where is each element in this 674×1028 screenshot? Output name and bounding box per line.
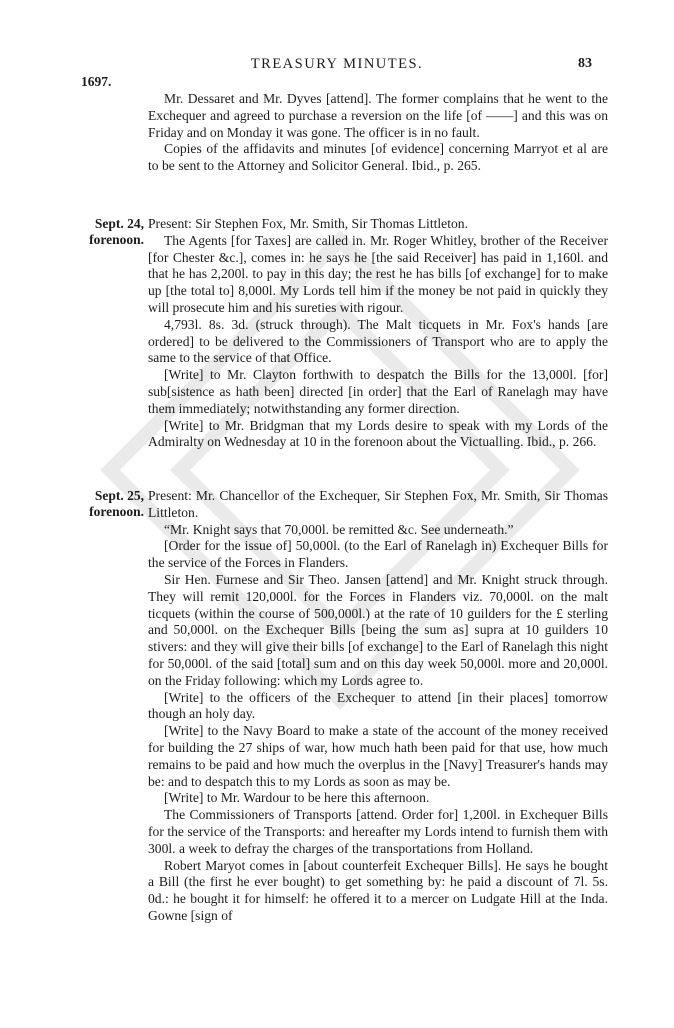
page-number: 83 [578,56,592,71]
date-margin [60,488,144,520]
date-label: Sept. 25, [94,488,144,503]
date-label: Sept. 24, [94,216,144,231]
running-title: TREASURY MINUTES. [250,56,424,72]
paragraph: Mr. Dessaret and Mr. Dyves [attend]. The former complains that he went to the Exchequer and agreed to purchase a reversion on the life [of ——] and this was on Friday and on Monday it was gone. The officer is in no fault. [148,91,608,140]
page-header [0,54,674,89]
paragraph: Sir Hen. Furnese and Sir Theo. Jansen [attend] and Mr. Knight struck through. They will remit 120,000l. for the Forces in Flanders viz. 70,000l. on the malt ticquets (within the course of 500,000l.) at the rate of 10 guilders for the £ sterling and 50,000l. on the Exchequer Bills [being the sum as] supra at 10 guilders 10 stivers: and they will give their bills [of exchange] to the Earl of Ranelagh this night for 50,000l. of the said [total] sum and on this day week 50,000l. more and 20,000l. on the Friday following: which my Lords agree to. [148,571,608,688]
paragraph: Robert Maryot comes in [about counterfeit Exchequer Bills]. He says he bought a Bill (the first he ever bought) to get something by: he paid a discount of 7l. 5s. 0d.: he bought it for himself: he offered it to a mercer on Ludgate Hill at the Inda. Gowne [sign of [148,857,608,923]
year-marker: 1697. [81,74,112,89]
entry-text [148,488,608,925]
paragraph: 4,793l. 8s. 3d. (struck through). The Malt ticquets in Mr. Fox's hands [are ordered] to be delivered to the Commissioners of Transport who are to apply the same to the service of that Office. [148,316,608,366]
paragraph: [Write] to the officers of the Exchequer to attend [in their places] tomorrow though an holy day. [148,689,608,722]
paragraph: The Commissioners of Transports [attend. Order for] 1,200l. in Exchequer Bills for the service of the Transports: and hereafter my Lords intend to furnish them with 300l. a week to defray the charges of the transportations from Holland. [148,807,608,856]
entry-text [148,216,608,451]
paragraph: [Write] to Mr. Bridgman that my Lords desire to speak with my Lords of the Admiralty on Wednesday at 10 in the forenoon about the Victualling. Ibid., p. 266. [148,417,608,450]
time-label: forenoon. [89,504,144,519]
time-label: forenoon. [89,232,144,247]
paragraph: [Write] to Mr. Wardour to be here this afternoon. [164,790,430,806]
paragraph: Copies of the affidavits and minutes [of evidence] concerning Marryot et al are to be sent to the Attorney and Solicitor General. Ibid., p. 265. [148,141,608,174]
paragraph: [Order for the issue of] 50,000l. (to the Earl of Ranelagh in) Exchequer Bills for the service of the Forces in Flanders. [148,538,608,571]
paragraph: The Agents [for Taxes] are called in. Mr. Roger Whitley, brother of the Receiver [for Chester &c.], comes in: he says he [the said Receiver] has paid in 1,160l. and that he has 2,200l. to pay in this day; the rest he has bills [of exchange] for to make up [the total to] 8,000l. My Lords tell him if the money be not paid in quickly they will prosecute him and his sureties with rigour. [148,232,608,315]
present-line: Present: Sir Stephen Fox, Mr. Smith, Sir Thomas Littleton. [148,216,468,231]
paragraph: [Write] to the Navy Board to make a state of the account of the money received for building the 27 ships of war, how much hath been paid for that use, how much remains to be paid and how much the overplus in the [Navy] Treasurer's hands may be: and to despatch this to my Lords as soon as may be. [148,723,608,789]
paragraph: “Mr. Knight says that 70,000l. be remitted &c. See underneath.” [164,521,514,537]
present-line: Present: Mr. Chancellor of the Exchequer, Sir Stephen Fox, Mr. Smith, Sir Thomas Littleton. [148,488,608,520]
date-margin [60,216,144,248]
paragraph: [Write] to Mr. Clayton forthwith to despatch the Bills for the 13,000l. [for] sub[sistence as hath been] directed [in order] that the Earl of Ranelagh may have them immediately; notwithstanding any former direction. [148,367,608,416]
entry-text [148,91,608,175]
